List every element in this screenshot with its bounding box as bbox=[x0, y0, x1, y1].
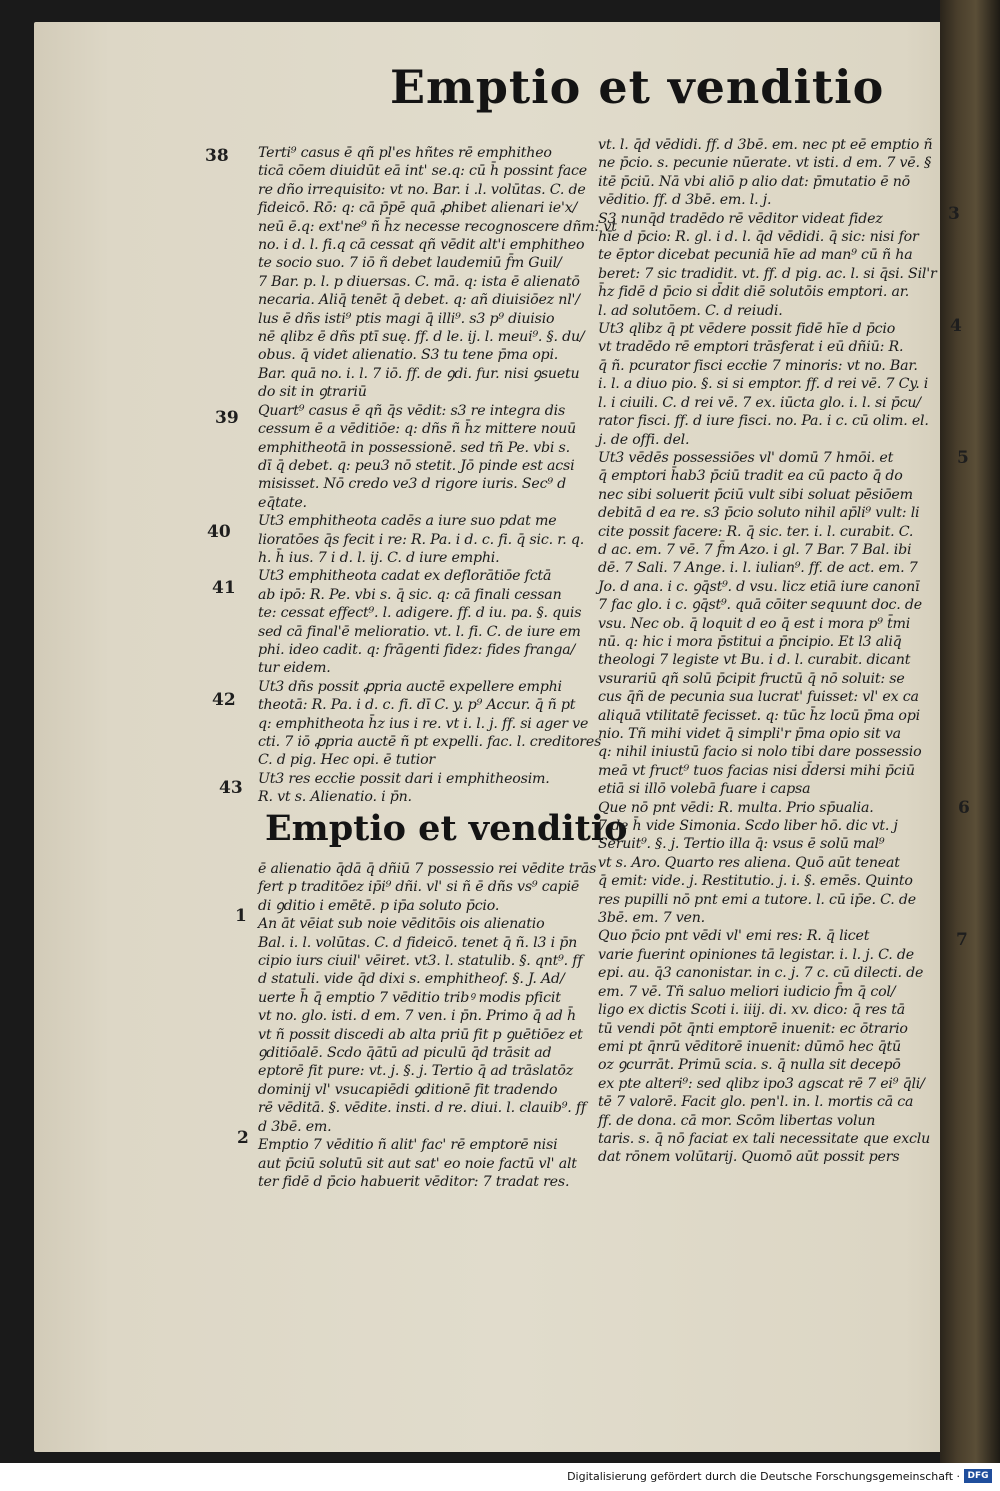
text-line: d statuli. vide q̄d dixi s. emphitheof. §. J. Ad/ bbox=[258, 971, 565, 988]
text-line: fideicō. Rō: q: cā p̄pē quā ꝓhibet alienari ie'x/ bbox=[258, 200, 578, 217]
text-line: taris. s. q̄ nō faciat ex tali necessitate que exclu bbox=[598, 1130, 931, 1147]
text-line: Quo p̄cio pnt vēdi vl' emi res: R. q̄ licet bbox=[598, 928, 870, 945]
text-line: l. ad solutōem. C. d reiudi. bbox=[598, 302, 783, 319]
text-line: misisset. Nō credo ve3 d rigore iuris. Sec⁹ d bbox=[258, 476, 567, 493]
margin-number: 42 bbox=[212, 690, 236, 710]
text-line: theotā: R. Pa. i d. c. fi. dī C. y. p⁹ Accur. q̄ ñ pt bbox=[258, 697, 576, 714]
margin-number: 4 bbox=[950, 316, 962, 336]
text-line: q̄ ñ. pcurator fisci eccłie 7 minoris: vt no. Bar. bbox=[598, 357, 918, 374]
text-line: R. vt s. Alienatio. i p̄n. bbox=[258, 789, 412, 806]
text-line: dominij vl' vsucapiēdi ꝯditionē fit tradendo bbox=[258, 1081, 558, 1098]
text-line: Ut3 dñs possit ꝓpria auctē expellere emphi bbox=[258, 678, 562, 695]
text-line: vt tradēdo rē emptori trāsferat i eū dñiū: R. bbox=[598, 339, 904, 356]
right-column-text bbox=[598, 136, 937, 1167]
text-line: j. de offi. del. bbox=[598, 431, 690, 448]
text-line: Seruit⁹. §. j. Tertio illa q̄: vsus ē solū mal⁹ bbox=[598, 836, 885, 853]
text-line: no. i d. l. fi.q cā cessat qñ vēdit alt'i emphitheo bbox=[258, 237, 585, 254]
text-line: ꝯditiōalē. Scdo q̄ātū ad piculū q̄d trāsit ad bbox=[258, 1045, 552, 1062]
text-line: C. d pig. Hec opi. ē tutior bbox=[258, 752, 435, 769]
text-line: emphitheotā in possessionē. sed tñ Pe. vbi s. bbox=[258, 439, 570, 456]
left-column-text-2 bbox=[258, 860, 597, 1191]
text-line: oz ꝯcurrāt. Primū scia. s. q̄ nulla sit decepō bbox=[598, 1057, 901, 1074]
text-line: vt no. glo. isti. d em. 7 ven. i p̄n. Primo q̄ ad h̄ bbox=[258, 1008, 576, 1025]
text-line: nū. q: hic i mora p̄stitui a p̄ncipio. Et l3 aliq̄ bbox=[598, 633, 902, 650]
text-line: sed cā final'ē melioratio. vt. l. fi. C. de iure em bbox=[258, 623, 581, 640]
text-line: Quart⁹ casus ē qñ q̄s vēdit: s3 re integra dis bbox=[258, 402, 566, 419]
text-line: varie fuerint opiniones tā legistar. i. l. j. C. de bbox=[598, 946, 914, 963]
text-line: l. i ciuili. C. d rei vē. 7 ex. iūcta glo. i. l. si p̄cu/ bbox=[598, 394, 921, 411]
text-line: itē p̄ciū. Nā vbi aliō p alio dat: p̄mutatio ē nō bbox=[598, 173, 910, 190]
margin-number: 3 bbox=[948, 204, 960, 224]
margin-number: 6 bbox=[958, 798, 970, 818]
text-line: q: nihil iniustū facio si nolo tibi dare possessio bbox=[598, 744, 922, 761]
text-line: rator fisci. ff. d iure fisci. no. Pa. i c. cū olim. el. bbox=[598, 413, 929, 430]
text-line: vt s. Aro. Quarto res aliena. Quō aūt teneat bbox=[598, 854, 900, 871]
text-line: ex pte alteri⁹: sed qlibz ipo3 agscat rē 7 ei⁹ q̄li/ bbox=[598, 1075, 925, 1092]
margin-number: 43 bbox=[219, 778, 243, 798]
text-line: Emptio 7 vēditio ñ alit' fac' rē emptorē nisi bbox=[258, 1137, 558, 1154]
text-line: di ꝯditio i emētē. p ip̄a soluto p̄cio. bbox=[258, 897, 500, 914]
text-line: cus q̄ñ de pecunia sua lucrat' fuisset: vl' ex ca bbox=[598, 689, 919, 706]
text-line: etiā si illō volebā fuare i capsa bbox=[598, 781, 811, 798]
margin-number: 1 bbox=[235, 906, 247, 926]
text-line: Bal. i. l. volūtas. C. d fideicō. tenet q̄ ñ. l3 i p̄n bbox=[258, 934, 578, 951]
text-line: theologi 7 legiste vt Bu. i d. l. curabit. dicant bbox=[598, 652, 911, 669]
text-line: q̄ emptori h̄ab3 p̄ciū tradit ea cū pacto q̄ do bbox=[598, 468, 903, 485]
margin-number: 40 bbox=[207, 522, 231, 542]
text-line: cipio iurs ciuil' vēiret. vt3. l. statulib. §. qnt⁹. ff bbox=[258, 953, 583, 970]
text-line: vsurariū qñ solū p̄cipit fructū q̄ nō soluit: se bbox=[598, 670, 905, 687]
text-line: debitā d ea re. s3 p̄cio soluto nihil ap̄li⁹ vult: li bbox=[598, 505, 920, 522]
text-line: 7 Bar. p. l. p diuersas. C. mā. q: ista ē alienatō bbox=[258, 273, 580, 290]
text-line: aliquā vtilitatē fecisset. q: tūc h̄z locū p̄ma opi bbox=[598, 707, 920, 724]
section-title: Emptio et venditio bbox=[265, 808, 628, 849]
text-line: cti. 7 iō ꝓpria auctē ñ pt expelli. fac. l. creditores bbox=[258, 734, 602, 750]
text-line: vt. l. q̄d vēdidi. ff. d 3bē. em. nec pt eē emptio ñ bbox=[598, 137, 933, 153]
text-line: aut p̄ciū solutū sit aut sat' eo noie factū vl' alt bbox=[258, 1155, 577, 1172]
text-line: q̄ emit: vide. j. Restitutio. j. i. §. emēs. Quinto bbox=[598, 873, 913, 890]
margin-number: 7 bbox=[956, 930, 968, 950]
text-line: Ut3 emphitheota cadat ex deflorātiōe fctā bbox=[258, 568, 552, 585]
text-line: cessum ē a vēditiōe: q: dñs ñ h̄z mittere nouū bbox=[258, 421, 576, 438]
text-line: Ut3 vēdēs possessiōes vl' domū 7 hmōi. et bbox=[598, 449, 894, 466]
text-line: ne p̄cio. s. pecunie nūerate. vt isti. d em. 7 vē. § bbox=[598, 155, 932, 172]
text-line: necaria. Aliq̄ tenēt q̄ debet. q: añ diuisiōez nl'/ bbox=[258, 292, 580, 309]
text-line: epi. au. q̄3 canonistar. in c. j. 7 c. cū dilecti. de bbox=[598, 965, 924, 982]
text-line: em. 7 vē. Tñ saluo meliori iudicio f̄m q̄ col/ bbox=[598, 983, 896, 1000]
text-line: h̄z fidē d p̄cio si d̄dit diē solutōis emptori. ar. bbox=[598, 284, 910, 301]
page-title: Emptio et venditio bbox=[390, 60, 885, 114]
text-line: An āt vēiat sub noie vēditōis ois alienatio bbox=[258, 916, 545, 933]
text-line: d ac. em. 7 vē. 7 f̄m Azo. i gl. 7 Bar. 7 Bal. ibi bbox=[598, 541, 912, 558]
text-line: fert p traditōez ip̄i⁹ dñi. vl' si ñ ē dñs vs⁹ capiē bbox=[258, 879, 580, 896]
text-line: 3bē. em. 7 ven. bbox=[598, 910, 705, 927]
text-line: Ut3 qlibz q̄ pt vēdere possit fidē hīe d p̄cio bbox=[598, 321, 896, 338]
text-line: lioratōes q̄s fecit i re: R. Pa. i d. c. fi. q̄ sic. r. q. bbox=[258, 531, 585, 548]
text-line: beret: 7 sic tradidit. vt. ff. d pig. ac. l. si q̄si. Sil'r bbox=[598, 265, 937, 282]
footer-credit: Digitalisierung gefördert durch die Deutsche Forschungsgemeinschaft · bbox=[567, 1470, 960, 1483]
text-line: ab ipō: R. Pe. vbi s. q̄ sic. q: cā finali cessan bbox=[258, 586, 562, 603]
text-line: te: cessat effect⁹. l. adigere. ff. d iu. pa. §. quis bbox=[258, 605, 582, 622]
text-line: Que nō pnt vēdi: R. multa. Prio sp̄ualia. bbox=[598, 799, 874, 816]
text-line: dē. 7 Sali. 7 Ange. i. l. iulian⁹. ff. de act. em. 7 bbox=[598, 560, 918, 577]
text-line: tū vendi pōt q̄nti emptorē inuenit: ec ōtrario bbox=[598, 1020, 908, 1037]
text-line: dat rōnem volūtarij. Quomō aūt possit pers bbox=[598, 1149, 900, 1166]
text-line: ligo ex dictis Scoti i. iiij. di. xv. dico: q̄ res tā bbox=[598, 1002, 905, 1019]
margin-number: 41 bbox=[212, 578, 236, 598]
text-line: Jo. d ana. i c. ꝯq̄st⁹. d vsu. licz etiā iure canonī bbox=[598, 578, 920, 595]
text-line: Bar. quā no. i. l. 7 iō. ff. de ꝯdi. fur. nisi ꝯsuetu bbox=[258, 365, 580, 382]
left-column-text bbox=[258, 144, 617, 807]
text-line: te ēptor dicebat pecuniā hīe ad man⁹ cū ñ ha bbox=[598, 247, 913, 264]
text-line: hīe d p̄cio: R. gl. i d. l. q̄d vēdidi. q̄ sic: nisi for bbox=[598, 229, 919, 246]
text-line: te socio suo. 7 iō ñ debet laudemiū f̄m Guil/ bbox=[258, 255, 562, 272]
text-line: vt ñ possit discedi ab alta priū fit p ꝯuētiōez et bbox=[258, 1026, 583, 1043]
text-line: ē alienatio q̄dā q̄ dñiū 7 possessio rei vēdite trās bbox=[258, 861, 597, 877]
text-line: Terti⁹ casus ē qñ pl'es hñtes rē emphitheo bbox=[258, 145, 552, 161]
text-line: nec sibi soluerit p̄ciū vult sibi soluat pēsiōem bbox=[598, 486, 913, 503]
text-line: i. l. a diuo pio. §. si si emptor. ff. d rei vē. 7 Cy. i bbox=[598, 376, 929, 393]
text-line: obus. q̄ videt alienatio. S3 tu tene p̄ma opi. bbox=[258, 347, 559, 364]
text-line: nē qlibz ē dñs ptī suę. ff. d le. ij. l. meui⁹. §. du/ bbox=[258, 329, 585, 346]
text-line: uerte h̄ q̄ emptio 7 vēditio tribꝰ modis pficit bbox=[258, 989, 561, 1006]
text-line: nio. Tñ mihi videt q̄ simpli'r p̄ma opio sit va bbox=[598, 726, 901, 742]
margin-number: 38 bbox=[205, 146, 229, 166]
footer-bar bbox=[0, 1463, 1000, 1491]
text-line: 7 de h̄ vide Simonia. Scdo liber hō. dic vt. j bbox=[598, 818, 898, 835]
text-line: Ut3 emphitheota cadēs a iure suo pdat me bbox=[258, 513, 557, 530]
text-line: phi. ideo cadit. q: frāgenti fidez: fides franga/ bbox=[258, 641, 576, 658]
text-line: S3 nunq̄d tradēdo rē vēditor videat fidez bbox=[598, 210, 883, 227]
margin-number: 2 bbox=[237, 1128, 249, 1148]
dfg-logo: DFG bbox=[964, 1469, 992, 1483]
text-line: ter fidē d p̄cio habuerit vēditor: 7 tradat res. bbox=[258, 1173, 570, 1190]
text-line: q: emphitheota h̄z ius i re. vt i. l. j. ff. si ager ve bbox=[258, 715, 589, 732]
text-line: Ut3 res eccłie possit dari i emphitheosim. bbox=[258, 770, 550, 787]
text-line: eq̄tate. bbox=[258, 494, 307, 511]
text-line: lus ē dñs isti⁹ ptis magi q̄ illi⁹. s3 p⁹ diuisio bbox=[258, 310, 555, 327]
text-line: vsu. Nec ob. q̄ loquit d eo q̄ est i mora p⁹ t̄mi bbox=[598, 615, 911, 632]
margin-number: 5 bbox=[957, 448, 969, 468]
text-line: d 3bē. em. bbox=[258, 1118, 332, 1135]
text-line: meā vt fruct⁹ tuos facias nisi d̄dersi mihi p̄ciū bbox=[598, 762, 915, 779]
text-line: res pupilli nō pnt emi a tutore. l. cū ip̄e. C. de bbox=[598, 891, 916, 908]
text-line: vēditio. ff. d 3bē. em. l. j. bbox=[598, 192, 772, 209]
text-line: emi pt q̄nrū vēditorē inuenit: dūmō hec q̄tū bbox=[598, 1038, 901, 1055]
text-line: ff. de dona. cā mor. Scōm libertas volun bbox=[598, 1112, 876, 1129]
text-line: 7 fac glo. i c. ꝯq̄st⁹. quā cōiter sequunt doc. de bbox=[598, 597, 922, 614]
text-line: tur eidem. bbox=[258, 660, 331, 677]
text-line: do sit in ꝯtrariū bbox=[258, 384, 367, 401]
margin-number: 39 bbox=[215, 408, 239, 428]
text-line: ticā cōem diuidūt eā int' se.q: cū h̄ possint face bbox=[258, 163, 587, 180]
text-line: rē vēditā. §. vēdite. insti. d re. diui. l. clauib⁹. ff bbox=[258, 1100, 586, 1117]
text-line: h. h̄ ius. 7 i d. l. ij. C. d iure emphi. bbox=[258, 549, 500, 566]
text-line: tē 7 valorē. Facit glo. pen'l. in. l. mortis cā ca bbox=[598, 1094, 914, 1111]
text-line: cite possit facere: R. q̄ sic. ter. i. l. curabit. C. bbox=[598, 523, 914, 540]
text-line: dī q̄ debet. q: peu3 nō stetit. Jō pinde est acsi bbox=[258, 457, 575, 474]
text-line: eptorē fit pure: vt. j. §. j. Tertio q̄ ad trāslatōz bbox=[258, 1063, 573, 1080]
text-line: re dño irrequisito: vt no. Bar. i .l. volūtas. C. de bbox=[258, 181, 586, 198]
text-line: neū ē.q: ext'ne⁹ ñ h̄z necesse recognoscere dñm: vt bbox=[258, 218, 617, 235]
